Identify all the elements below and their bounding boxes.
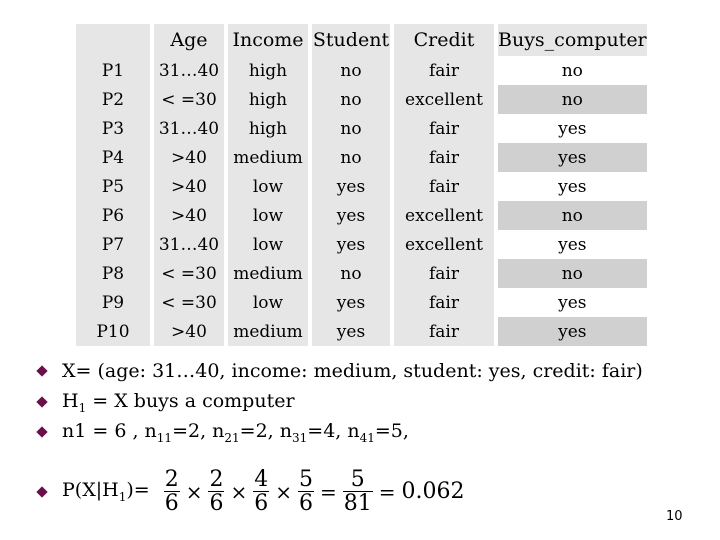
cell-person: P1 — [76, 56, 150, 85]
header-student: Student — [312, 24, 390, 56]
count-subscript: 41 — [359, 430, 375, 445]
cell-age: 31…40 — [154, 114, 224, 143]
header-buys-computer: Buys_computer — [498, 24, 647, 56]
cell-age: 31…40 — [154, 230, 224, 259]
cell-income: high — [228, 85, 308, 114]
header-credit: Credit — [394, 24, 494, 56]
cell-credit: fair — [394, 317, 494, 346]
count-subscript: 31 — [292, 430, 308, 445]
cell-person: P2 — [76, 85, 150, 114]
page-number: 10 — [666, 509, 683, 524]
table-row — [76, 259, 647, 288]
x-definition-text: X= (age: 31…40, income: medium, student: yes, credit: fair) — [62, 360, 643, 382]
probability-subscript: 1 — [118, 489, 127, 504]
count-part: =4, n — [307, 420, 360, 442]
counts-text — [62, 420, 409, 445]
times-sign: × — [230, 479, 248, 504]
bullet-x-definition — [38, 360, 643, 382]
cell-student: yes — [312, 288, 390, 317]
cell-credit: fair — [394, 259, 494, 288]
diamond-bullet-icon — [36, 365, 47, 376]
cell-age: < =30 — [154, 85, 224, 114]
cell-student: no — [312, 114, 390, 143]
cell-buys-computer: yes — [498, 172, 647, 201]
cell-age: < =30 — [154, 259, 224, 288]
fraction-numerator: 5 — [298, 467, 313, 492]
table-row — [76, 201, 647, 230]
cell-income: low — [228, 172, 308, 201]
fraction — [253, 468, 269, 515]
cell-income: low — [228, 230, 308, 259]
equals-sign: = — [319, 479, 337, 504]
table-row — [76, 172, 647, 201]
table-header-row — [76, 24, 647, 56]
table-row — [76, 114, 647, 143]
table-row — [76, 85, 647, 114]
fraction-denominator: 6 — [298, 491, 313, 517]
table-row — [76, 288, 647, 317]
data-table — [76, 24, 647, 346]
table-row — [76, 56, 647, 85]
cell-credit: excellent — [394, 230, 494, 259]
cell-credit: fair — [394, 288, 494, 317]
count-subscript: 11 — [156, 430, 173, 445]
probability-label — [62, 479, 150, 504]
cell-credit: fair — [394, 143, 494, 172]
cell-age: >40 — [154, 143, 224, 172]
cell-credit: fair — [394, 172, 494, 201]
cell-student: yes — [312, 317, 390, 346]
cell-income: medium — [228, 259, 308, 288]
cell-credit: fair — [394, 114, 494, 143]
fraction-numerator: 4 — [254, 467, 269, 492]
header-person — [76, 24, 150, 56]
cell-buys-computer: no — [498, 56, 647, 85]
fraction-numerator: 2 — [164, 467, 179, 492]
fraction-denominator: 6 — [209, 491, 224, 517]
cell-buys-computer: yes — [498, 317, 647, 346]
header-age: Age — [154, 24, 224, 56]
fraction-denominator: 6 — [254, 491, 269, 517]
table-row — [76, 143, 647, 172]
cell-person: P6 — [76, 201, 150, 230]
bullet-probability — [38, 468, 465, 515]
cell-person: P9 — [76, 288, 150, 317]
cell-credit: fair — [394, 56, 494, 85]
cell-age: >40 — [154, 172, 224, 201]
cell-student: yes — [312, 172, 390, 201]
fraction — [343, 468, 373, 515]
diamond-bullet-icon — [36, 486, 47, 497]
probability-suffix: )= — [126, 479, 150, 502]
fraction-numerator: 5 — [350, 467, 365, 492]
diamond-bullet-icon — [36, 397, 47, 408]
cell-buys-computer: yes — [498, 288, 647, 317]
cell-person: P8 — [76, 259, 150, 288]
bullet-hypothesis — [38, 390, 295, 415]
cell-buys-computer: no — [498, 259, 647, 288]
times-sign: × — [275, 479, 292, 504]
cell-person: P5 — [76, 172, 150, 201]
count-part: =2, n — [239, 420, 292, 442]
table-row — [76, 230, 647, 259]
table-row — [76, 317, 647, 346]
times-sign: × — [185, 479, 203, 504]
fraction — [208, 468, 224, 515]
cell-age: < =30 — [154, 288, 224, 317]
cell-student: no — [312, 85, 390, 114]
cell-income: high — [228, 114, 308, 143]
cell-income: low — [228, 201, 308, 230]
cell-person: P10 — [76, 317, 150, 346]
hypothesis-text — [62, 390, 295, 415]
cell-buys-computer: yes — [498, 143, 647, 172]
cell-student: no — [312, 259, 390, 288]
count-part: =2, n — [172, 420, 225, 442]
cell-buys-computer: yes — [498, 230, 647, 259]
cell-student: yes — [312, 230, 390, 259]
equals-sign: = — [378, 479, 396, 504]
cell-age: 31…40 — [154, 56, 224, 85]
probability-formula — [164, 468, 465, 515]
cell-student: no — [312, 56, 390, 85]
fraction-denominator: 81 — [343, 491, 372, 517]
cell-income: medium — [228, 317, 308, 346]
fraction-numerator: 2 — [209, 467, 224, 492]
hypothesis-suffix: = X buys a computer — [86, 390, 295, 412]
cell-person: P3 — [76, 114, 150, 143]
count-part: =5, — [374, 420, 409, 442]
cell-person: P7 — [76, 230, 150, 259]
cell-age: >40 — [154, 201, 224, 230]
fraction — [164, 468, 180, 515]
fraction — [298, 468, 314, 515]
probability-prefix: P(X|H — [62, 479, 119, 502]
cell-student: yes — [312, 201, 390, 230]
header-income: Income — [228, 24, 308, 56]
cell-age: >40 — [154, 317, 224, 346]
count-subscript: 21 — [224, 430, 240, 445]
diamond-bullet-icon — [36, 427, 47, 438]
cell-income: medium — [228, 143, 308, 172]
hypothesis-prefix: H — [62, 390, 79, 412]
cell-income: low — [228, 288, 308, 317]
count-part: n1 = 6 , n — [62, 420, 157, 442]
cell-credit: excellent — [394, 85, 494, 114]
fraction-denominator: 6 — [164, 491, 179, 517]
cell-credit: excellent — [394, 201, 494, 230]
cell-income: high — [228, 56, 308, 85]
cell-buys-computer: no — [498, 201, 647, 230]
hypothesis-subscript: 1 — [78, 400, 87, 415]
formula-result: 0.062 — [401, 479, 465, 505]
cell-buys-computer: no — [498, 85, 647, 114]
cell-buys-computer: yes — [498, 114, 647, 143]
cell-person: P4 — [76, 143, 150, 172]
bullet-counts — [38, 420, 409, 445]
cell-student: no — [312, 143, 390, 172]
